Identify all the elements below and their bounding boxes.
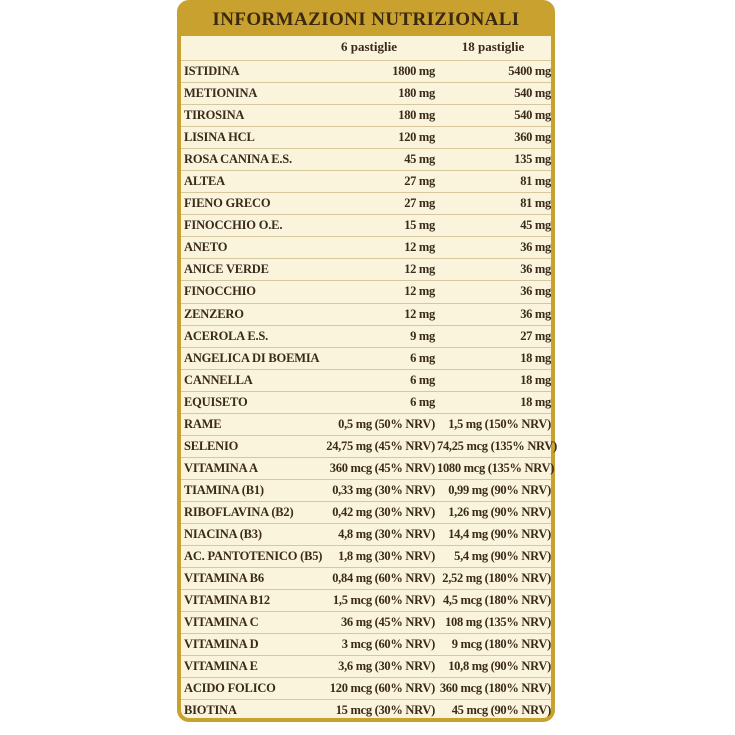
value-18-pastiglie: 27 mg bbox=[520, 328, 551, 343]
table-row bbox=[181, 126, 551, 148]
column-header-18: 18 pastiglie bbox=[461, 39, 525, 54]
nutrient-name: ANGELICA DI BOEMIA bbox=[184, 350, 320, 365]
value-6-pastiglie: 1,8 mg (30% NRV) bbox=[338, 549, 435, 564]
nutrient-name: AC. PANTOTENICO (B5) bbox=[184, 549, 323, 564]
value-18-pastiglie: 9 mcg (180% NRV) bbox=[451, 637, 551, 652]
value-6-pastiglie: 3 mcg (60% NRV) bbox=[341, 637, 435, 652]
value-6-pastiglie: 0,33 mg (30% NRV) bbox=[332, 482, 435, 497]
value-6-pastiglie: 0,42 mg (30% NRV) bbox=[332, 504, 435, 519]
nutrient-name: VITAMINA D bbox=[184, 637, 259, 652]
value-6-pastiglie: 45 mg bbox=[404, 152, 435, 167]
nutrient-name: ZENZERO bbox=[184, 306, 244, 321]
value-6-pastiglie: 12 mg bbox=[404, 306, 435, 321]
value-6-pastiglie: 120 mcg (60% NRV) bbox=[329, 681, 435, 696]
value-18-pastiglie: 360 mg bbox=[514, 130, 551, 145]
value-18-pastiglie: 4,5 mcg (180% NRV) bbox=[442, 593, 551, 608]
table-row bbox=[181, 633, 551, 655]
nutrient-name: LISINA HCL bbox=[184, 130, 255, 145]
value-6-pastiglie: 0,84 mg (60% NRV) bbox=[332, 571, 435, 586]
nutrient-name: TIAMINA (B1) bbox=[184, 482, 264, 497]
value-18-pastiglie: 10,8 mg (90% NRV) bbox=[448, 659, 551, 674]
nutrient-name: ISTIDINA bbox=[184, 64, 240, 78]
nutrient-name: ALTEA bbox=[184, 174, 225, 189]
value-6-pastiglie: 4,8 mg (30% NRV) bbox=[338, 526, 435, 541]
table-row bbox=[181, 677, 551, 699]
table-row bbox=[181, 501, 551, 523]
nutrient-name: NIACINA (B3) bbox=[184, 526, 262, 541]
nutrient-name: BIOTINA bbox=[184, 703, 237, 718]
value-18-pastiglie: 1,26 mg (90% NRV) bbox=[448, 504, 551, 519]
value-6-pastiglie: 180 mg bbox=[398, 108, 435, 123]
nutrient-name: ACEROLA E.S. bbox=[184, 328, 269, 343]
nutrient-name: FIENO GRECO bbox=[184, 196, 271, 211]
nutrient-name: TIROSINA bbox=[184, 108, 245, 123]
table-row bbox=[181, 435, 557, 457]
value-6-pastiglie: 6 mg bbox=[410, 394, 435, 409]
nutrient-name: SELENIO bbox=[184, 438, 239, 453]
table-row bbox=[181, 60, 551, 82]
value-6-pastiglie: 0,5 mg (50% NRV) bbox=[338, 416, 435, 431]
table-row bbox=[181, 214, 551, 236]
table-row bbox=[181, 655, 551, 677]
value-6-pastiglie: 120 mg bbox=[398, 130, 435, 145]
value-6-pastiglie: 3,6 mg (30% NRV) bbox=[338, 659, 435, 674]
value-18-pastiglie: 36 mg bbox=[520, 262, 551, 277]
value-18-pastiglie: 14,4 mg (90% NRV) bbox=[448, 526, 551, 541]
table-row bbox=[181, 303, 551, 325]
value-18-pastiglie: 540 mg bbox=[514, 108, 551, 123]
value-6-pastiglie: 1,5 mcg (60% NRV) bbox=[332, 593, 435, 608]
nutrient-name: ANETO bbox=[184, 240, 228, 255]
value-18-pastiglie: 135 mg bbox=[514, 152, 551, 167]
value-6-pastiglie: 360 mcg (45% NRV) bbox=[329, 460, 435, 475]
value-18-pastiglie: 81 mg bbox=[520, 196, 551, 211]
value-18-pastiglie: 18 mg bbox=[520, 394, 551, 409]
value-18-pastiglie: 18 mg bbox=[520, 350, 551, 365]
table-row bbox=[181, 82, 551, 104]
value-6-pastiglie: 27 mg bbox=[404, 174, 435, 189]
value-18-pastiglie: 45 mg bbox=[520, 218, 551, 233]
column-header bbox=[181, 36, 551, 60]
table-row bbox=[181, 236, 551, 258]
table-row bbox=[181, 545, 551, 567]
table-row bbox=[181, 170, 551, 192]
value-6-pastiglie: 24,75 mg (45% NRV) bbox=[326, 438, 435, 453]
table-row bbox=[181, 258, 551, 280]
nutrient-name: EQUISETO bbox=[184, 394, 248, 409]
table-row bbox=[181, 347, 551, 369]
nutrient-name: RAME bbox=[184, 416, 222, 431]
nutrient-name: METIONINA bbox=[184, 86, 258, 101]
table-row bbox=[181, 369, 551, 391]
nutrient-table bbox=[181, 60, 557, 721]
table-row bbox=[181, 325, 551, 347]
value-6-pastiglie: 6 mg bbox=[410, 350, 435, 365]
value-18-pastiglie: 18 mg bbox=[520, 372, 551, 387]
nutrient-name: ROSA CANINA E.S. bbox=[184, 152, 292, 167]
table-row bbox=[181, 148, 551, 170]
value-6-pastiglie: 36 mg (45% NRV) bbox=[340, 615, 435, 630]
table-row bbox=[181, 457, 555, 479]
table-row bbox=[181, 611, 551, 633]
table-row bbox=[181, 280, 551, 302]
value-18-pastiglie: 5400 mg bbox=[508, 64, 551, 78]
value-18-pastiglie: 1,5 mg (150% NRV) bbox=[448, 416, 551, 431]
value-18-pastiglie: 36 mg bbox=[520, 306, 551, 321]
nutrient-name: ANICE VERDE bbox=[184, 262, 269, 277]
value-6-pastiglie: 12 mg bbox=[404, 284, 435, 299]
value-18-pastiglie: 1080 mcg (135% NRV) bbox=[437, 460, 555, 475]
value-18-pastiglie: 81 mg bbox=[520, 174, 551, 189]
table-row bbox=[181, 699, 551, 721]
value-18-pastiglie: 36 mg bbox=[520, 240, 551, 255]
nutrient-name: ACIDO FOLICO bbox=[184, 681, 276, 696]
value-6-pastiglie: 1800 mg bbox=[392, 64, 435, 78]
nutrient-name: VITAMINA A bbox=[184, 460, 258, 475]
nutrient-name: VITAMINA C bbox=[184, 615, 259, 630]
nutrient-name: CANNELLA bbox=[184, 372, 253, 387]
value-18-pastiglie: 45 mcg (90% NRV) bbox=[451, 703, 551, 718]
value-18-pastiglie: 108 mg (135% NRV) bbox=[445, 615, 551, 630]
value-6-pastiglie: 15 mcg (30% NRV) bbox=[335, 703, 435, 718]
value-18-pastiglie: 540 mg bbox=[514, 86, 551, 101]
value-6-pastiglie: 27 mg bbox=[404, 196, 435, 211]
value-6-pastiglie: 180 mg bbox=[398, 86, 435, 101]
table-row bbox=[181, 192, 551, 214]
nutrient-name: VITAMINA B6 bbox=[184, 571, 264, 586]
value-18-pastiglie: 360 mcg (180% NRV) bbox=[439, 681, 551, 696]
nutrition-panel bbox=[177, 0, 555, 722]
value-18-pastiglie: 0,99 mg (90% NRV) bbox=[448, 482, 551, 497]
value-6-pastiglie: 12 mg bbox=[404, 240, 435, 255]
table-row bbox=[181, 589, 551, 611]
nutrient-name: VITAMINA E bbox=[184, 659, 258, 674]
value-18-pastiglie: 5,4 mg (90% NRV) bbox=[454, 549, 551, 564]
table-row bbox=[181, 523, 551, 545]
nutrient-name: FINOCCHIO O.E. bbox=[184, 218, 283, 233]
value-18-pastiglie: 2,52 mg (180% NRV) bbox=[442, 571, 551, 586]
table-row bbox=[181, 413, 551, 435]
nutrient-name: FINOCCHIO bbox=[184, 284, 256, 299]
value-18-pastiglie: 74,25 mcg (135% NRV) bbox=[437, 438, 557, 453]
table-row bbox=[181, 391, 551, 413]
nutrient-name: VITAMINA B12 bbox=[184, 593, 270, 608]
table-row bbox=[181, 567, 551, 589]
table-row bbox=[181, 104, 551, 126]
nutrient-name: RIBOFLAVINA (B2) bbox=[184, 504, 294, 519]
column-header-6: 6 pastiglie bbox=[341, 39, 397, 54]
title-bar bbox=[181, 4, 551, 36]
value-6-pastiglie: 6 mg bbox=[410, 372, 435, 387]
value-18-pastiglie: 36 mg bbox=[520, 284, 551, 299]
table-row bbox=[181, 479, 551, 501]
panel-title: INFORMAZIONI NUTRIZIONALI bbox=[212, 9, 520, 30]
value-6-pastiglie: 12 mg bbox=[404, 262, 435, 277]
value-6-pastiglie: 9 mg bbox=[410, 328, 435, 343]
value-6-pastiglie: 15 mg bbox=[404, 218, 435, 233]
